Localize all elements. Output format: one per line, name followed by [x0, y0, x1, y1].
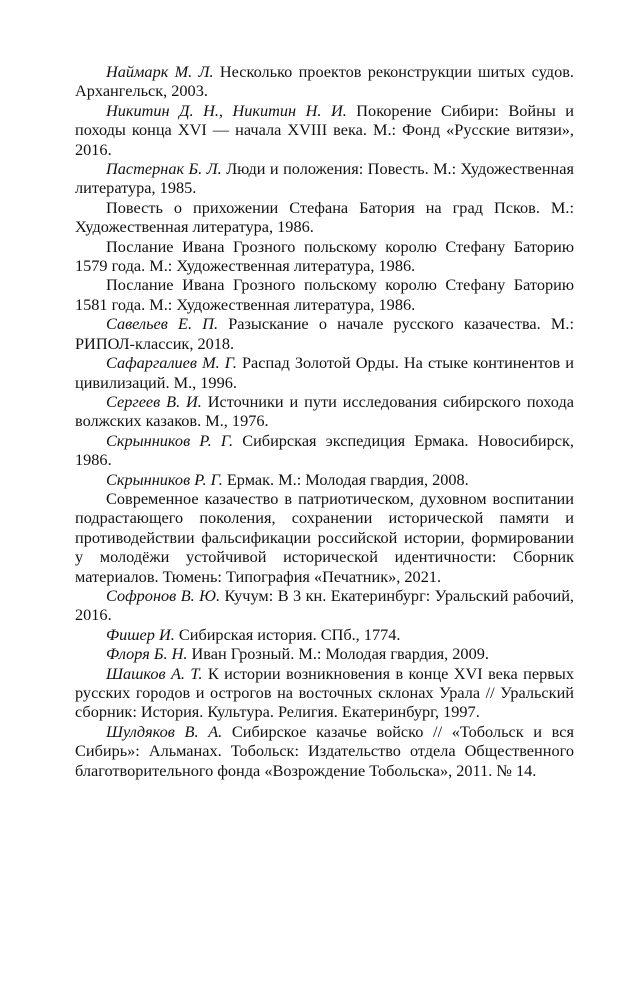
- entry-text: Послание Ивана Грозного польскому королю Стефану Баторию 1581 года. М.: Художественная литература, 1986.: [75, 275, 574, 314]
- entry-author: Савельев Е. П.: [106, 314, 219, 334]
- entry-text: Кучум: В 3 кн. Екатеринбург: Уральский рабочий, 2016.: [75, 585, 574, 625]
- entry-text: К истории возникновения в конце XVI века первых русских городов и острогов на восточных склонах Урала // Уральский сборник: История. Культура. Религия. Екатеринбург, 1997.: [75, 663, 574, 722]
- bibliography-list: [75, 62, 574, 780]
- entry-text: Покорение Сибири: Войны и походы конца XVI — начала XVIII века. М.: Фонд «Русские витязи», 2016.: [75, 100, 574, 159]
- entry-author: Софронов В. Ю.: [106, 585, 221, 605]
- entry-author: Пастернак Б. Л.: [106, 159, 222, 179]
- bibliography-entry: [75, 664, 574, 722]
- bibliography-entry: [75, 586, 574, 625]
- bibliography-entry: [75, 198, 574, 237]
- entry-author: Скрынников Р. Г.: [106, 469, 223, 489]
- entry-text: Сибирская экспедиция Ермака. Новосибирск, 1986.: [75, 430, 574, 470]
- entry-text: Повесть о прихожении Стефана Батория на град Псков. М.: Художественная литература, 1986.: [75, 197, 574, 237]
- entry-text: Послание Ивана Грозного польскому королю Стефану Баторию 1579 года. М.: Художественная литература, 1986.: [75, 236, 574, 276]
- bibliography-entry: [75, 392, 574, 431]
- bibliography-entry: [75, 159, 574, 198]
- entry-text: Сибирское казачье войско // «Тобольск и вся Сибирь»: Альманах. Тобольск: Издательство отдела Общественного благотворительного фонда «Возрождение Тобольска», 2011. № 14.: [75, 721, 574, 780]
- entry-text: Источники и пути исследования сибирского похода волжских казаков. М., 1976.: [75, 391, 574, 431]
- bibliography-entry: [75, 625, 574, 644]
- entry-author: Шашков А. Т.: [106, 663, 203, 683]
- entry-author: Шулдяков В. А.: [106, 721, 223, 741]
- bibliography-entry: [75, 353, 574, 392]
- entry-text: Сибирская история. СПб., 1774.: [174, 624, 401, 644]
- entry-text: Распад Золотой Орды. На стыке континентов и цивилизаций. М., 1996.: [75, 353, 574, 392]
- entry-text: Современное казачество в патриотическом, духовном воспитании подрастающего поколения, сохранении исторической памяти и противодействии фальсификации российской истории, формировании у молодёжи устойчивой исторической идентичности: Сборник материалов. Тюмень: Типография «Печатник», 2021.: [75, 488, 574, 586]
- entry-author: Фишер И.: [106, 624, 175, 644]
- bibliography-entry: [75, 314, 574, 353]
- bibliography-entry: [75, 431, 574, 470]
- entry-author: Сергеев В. И.: [106, 391, 202, 411]
- bibliography-entry: [75, 489, 574, 586]
- entry-author: Никитин Д. Н., Никитин Н. И.: [106, 100, 347, 120]
- entry-author: Наймарк М. Л.: [106, 62, 214, 81]
- bibliography-entry: [75, 62, 574, 101]
- entry-text: Иван Грозный. М.: Молодая гвардия, 2009.: [187, 644, 489, 664]
- entry-text: Люди и положения: Повесть. М.: Художественная литература, 1985.: [75, 159, 574, 198]
- bibliography-entry: [75, 470, 574, 489]
- bibliography-entry: [75, 101, 574, 159]
- bibliography-entry: [75, 722, 574, 780]
- entry-author: Скрынников Р. Г.: [106, 430, 234, 450]
- entry-text: Ермак. М.: Молодая гвардия, 2008.: [222, 469, 469, 489]
- entry-text: Разыскание о начале русского казачества. М.: РИПОЛ-классик, 2018.: [75, 314, 574, 353]
- bibliography-entry: [75, 237, 574, 276]
- entry-text: Несколько проектов реконструкции шитых судов. Архангельск, 2003.: [75, 62, 574, 101]
- entry-author: Сафаргалиев М. Г.: [106, 353, 237, 373]
- bibliography-entry: [75, 644, 574, 663]
- entry-author: Флоря Б. Н.: [106, 644, 188, 664]
- bibliography-entry: [75, 275, 574, 314]
